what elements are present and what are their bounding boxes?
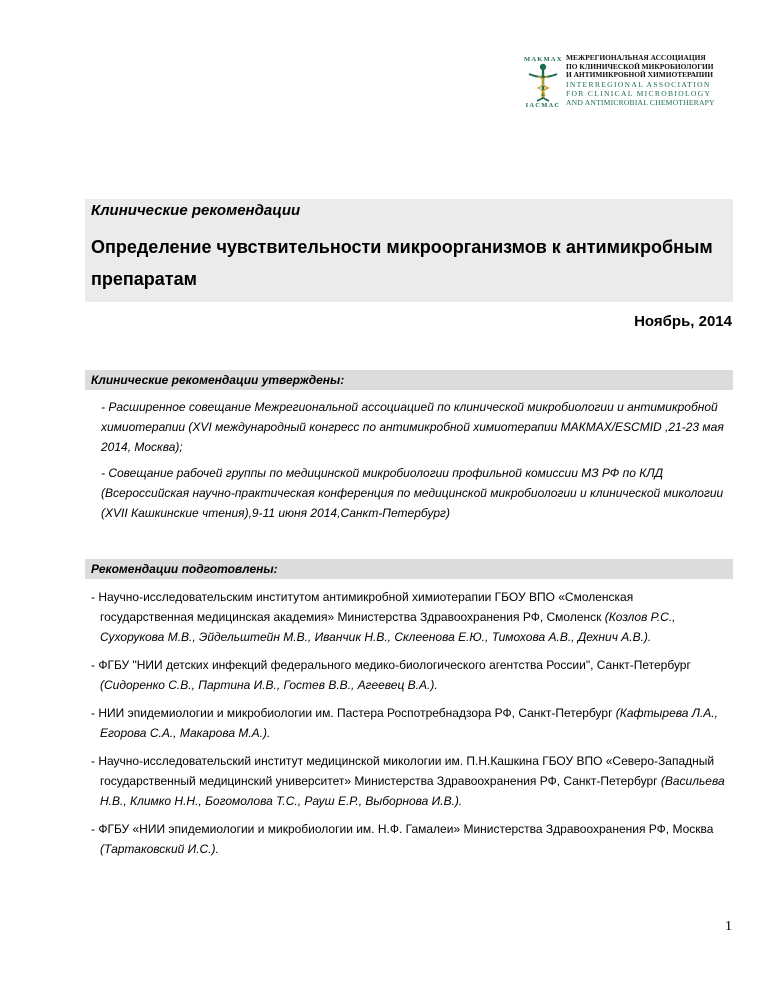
document-type: Клинические рекомендации (91, 202, 301, 219)
organization-name: - НИИ эпидемиологии и микробиологии им. Пастера Роспотребнадзора РФ, Санкт-Петербург (91, 706, 616, 720)
logo-mark-top-text: MAKMAX (524, 56, 563, 63)
approved-item: - Совещание рабочей группы по медицинской микробиологии профильной комиссии МЗ РФ по КЛД (Всероссийская научно-практическая конференция по медицинской микробиологии и клинической микологии (XVII Кашкинские чтения),9-11 июня 2014,Санкт-Петербург) (101, 466, 724, 520)
logo-en-line-1: INTERREGIONAL ASSOCIATION (566, 79, 711, 89)
prepared-section-label: Рекомендации подготовлены: (91, 562, 278, 576)
list-item (91, 819, 727, 859)
organization-name: - Научно-исследовательский институт медицинской микологии им. П.Н.Кашкина ГБОУ ВПО «Северо-Западный государственный медицинский университет» Министерства Здравоохранения РФ, Санкт-Петербург (91, 754, 715, 788)
caduceus-figure-icon (527, 62, 559, 102)
list-item (91, 655, 727, 695)
association-logo (524, 52, 734, 110)
approved-item: - Расширенное совещание Межрегиональной ассоциацией по клинической микробиологии и антимикробной химиотерапии (XVI международный конгресс по антимикробной химиотерапии МАКМАХ/ESCMID ,21-23 мая 2014, Москва); (101, 400, 724, 454)
document-date: Ноябрь, 2014 (634, 313, 732, 330)
list-item (91, 703, 727, 743)
authors: (Васильева Н.В., Климко Н.Н., Богомолова Т.С., Рауш Е.Р., Выборнова И.В.). (100, 774, 725, 808)
authors: (Кафтырева Л.А., Егорова С.А., Макарова М.А.). (100, 706, 718, 740)
logo-en-line-3: AND ANTIMICROBIAL CHEMOTHERAPY (566, 97, 715, 107)
organization-name: - ФГБУ «НИИ эпидемиологии и микробиологии им. Н.Ф. Гамалеи» Министерства Здравоохранения РФ, Москва (91, 822, 714, 836)
authors: (Тартаковский И.С.). (100, 842, 219, 856)
logo-en-line-2: FOR CLINICAL MICROBIOLOGY (566, 88, 712, 98)
logo-ru-line-1: МЕЖРЕГИОНАЛЬНАЯ АССОЦИАЦИЯ (566, 53, 706, 62)
list-item (91, 587, 727, 647)
authors: (Сидоренко С.В., Партина И.В., Гостев В.В., Агеевец В.А.). (100, 678, 438, 692)
approved-section-label: Клинические рекомендации утверждены: (91, 373, 345, 387)
list-item (91, 751, 727, 811)
authors: (Козлов Р.С., Сухорукова М.В., Эйдельштейн М.В., Иванчик Н.В., Склеенова Е.Ю., Тимохова А.В., Дехнич А.В.). (100, 610, 676, 644)
logo-ru-line-2: ПО КЛИНИЧЕСКОЙ МИКРОБИОЛОГИИ (566, 61, 714, 71)
page-number: 1 (725, 919, 732, 934)
prepared-by-list (91, 587, 727, 867)
logo-ru-line-3: И АНТИМИКРОБНОЙ ХИМИОТЕРАПИИ (566, 70, 714, 80)
logo-wordmark (566, 54, 741, 107)
organization-name: - Научно-исследовательским институтом антимикробной химиотерапии ГБОУ ВПО «Смоленская государственная медицинская академия» Министерства Здравоохранения РФ, Смоленск (91, 590, 634, 624)
logo-emblem (524, 52, 562, 110)
organization-name: - ФГБУ "НИИ детских инфекций федерального медико-биологического агентства России", Санкт-Петербург (91, 658, 691, 672)
document-title: Определение чувствительности микроорганизмов к антимикробным препаратам (91, 237, 713, 289)
logo-mark-bottom-text: IACMAC (525, 102, 561, 109)
